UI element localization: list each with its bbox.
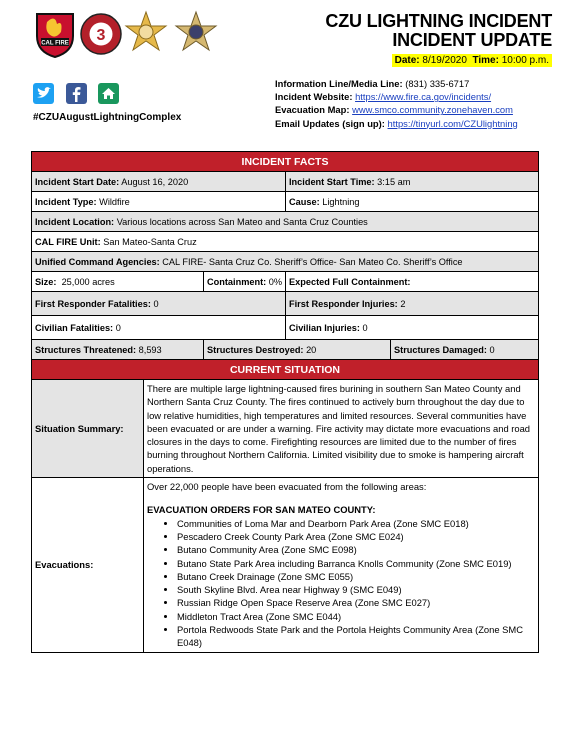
list-item: • Middleton Tract Area (Zone SMC E044) xyxy=(177,610,535,623)
facebook-icon[interactable] xyxy=(66,83,87,104)
fire-department-patch-logo xyxy=(80,10,122,58)
structures-damaged-cell xyxy=(391,340,539,360)
san-mateo-sheriff-star-logo xyxy=(123,10,169,58)
list-item: • Pescadero Creek County Park Area (Zone SMC E024) xyxy=(177,530,535,543)
destroyed-label: Structures Destroyed: xyxy=(207,344,304,355)
title-block xyxy=(325,12,552,68)
evac-orders-list xyxy=(147,517,535,650)
containment-value: 0% xyxy=(268,276,283,287)
responder-injuries-label: First Responder Injuries: xyxy=(289,298,398,309)
website-line xyxy=(275,90,518,103)
agencies-value: CAL FIRE- Santa Cruz Co. Sheriff’s Office- San Mateo Co. Sheriff’s Office xyxy=(162,256,463,267)
current-situation-heading: CURRENT SITUATION xyxy=(32,360,539,380)
evac-map-label: Evacuation Map: xyxy=(275,104,350,116)
email-line xyxy=(275,117,518,130)
civilian-fatalities-label: Civilian Fatalities: xyxy=(35,322,114,333)
unit-cell xyxy=(32,232,539,252)
damaged-value: 0 xyxy=(489,344,495,355)
cause-value: Lightning xyxy=(322,196,360,207)
agencies-cell xyxy=(32,252,539,272)
civilian-injuries-value: 0 xyxy=(362,322,368,333)
responder-fatalities-cell xyxy=(32,292,286,316)
info-line xyxy=(275,77,518,90)
civilian-fatalities-value: 0 xyxy=(115,322,121,333)
containment-label: Containment: xyxy=(207,276,267,287)
destroyed-value: 20 xyxy=(306,344,317,355)
start-date-label: Incident Start Date: xyxy=(35,176,120,187)
info-line-label: Information Line/Media Line: xyxy=(275,78,403,89)
email-signup-link[interactable]: https://tinyurl.com/CZUlightning xyxy=(387,117,518,129)
location-label: Incident Location: xyxy=(35,216,115,227)
list-item: • Communities of Loma Mar and Dearborn Park Area (Zone SMC E018) xyxy=(177,517,535,530)
evacuations-body xyxy=(144,478,539,653)
info-line-value: (831) 335-6717 xyxy=(405,78,470,89)
start-time-value: 3:15 am xyxy=(377,176,411,187)
email-label: Email Updates (sign up): xyxy=(275,117,385,129)
full-containment-label: Expected Full Containment: xyxy=(289,276,411,287)
incident-type-cell xyxy=(32,192,286,212)
website-link[interactable]: https://www.fire.ca.gov/incidents/ xyxy=(355,91,492,103)
threatened-label: Structures Threatened: xyxy=(35,344,137,355)
start-date-cell xyxy=(32,172,286,192)
time-value: 10:00 p.m. xyxy=(501,55,549,66)
responder-fatalities-value: 0 xyxy=(153,298,159,309)
size-cell xyxy=(32,272,204,292)
incident-subtitle: INCIDENT UPDATE xyxy=(392,30,552,50)
situation-summary-label: Situation Summary: xyxy=(32,380,144,478)
incident-facts-heading: INCIDENT FACTS xyxy=(32,152,539,172)
unit-value: San Mateo-Santa Cruz xyxy=(103,236,197,247)
location-value: Various locations across San Mateo and Santa Cruz Counties xyxy=(116,216,368,227)
type-label: Incident Type: xyxy=(35,196,97,207)
cause-cell xyxy=(286,192,539,212)
website-label: Incident Website: xyxy=(275,91,353,103)
situation-summary-text: There are multiple large lightning-caused fires burining in southern San Mateo County and Northern Santa Cruz County. The fires continued to actively burn throughout the day due to low relative humidities, high temperatures and limited resources. Several communities have been evacuated or are under a warning. Fire activity may dictate more evacuations and road closures in the days to come. Firefighting resources are limited due to the number of fires burning throughout Northern California. Limited visibility due to smoke is hampering aircraft operations. xyxy=(144,380,539,478)
date-value: 8/19/2020 xyxy=(422,55,467,66)
structures-threatened-cell xyxy=(32,340,204,360)
list-item: • Butano Creek Drainage (Zone SMC E055) xyxy=(177,570,535,583)
damaged-label: Structures Damaged: xyxy=(394,344,487,355)
location-cell xyxy=(32,212,539,232)
full-containment-cell xyxy=(286,272,539,292)
civilian-injuries-cell xyxy=(286,316,539,340)
list-item: • Russian Ridge Open Space Reserve Area (Zone SMC E027) xyxy=(177,596,535,609)
twitter-icon[interactable] xyxy=(33,83,54,104)
evacuations-label: Evacuations: xyxy=(32,478,144,653)
evac-orders-heading: EVACUATION ORDERS FOR SAN MATEO COUNTY: xyxy=(147,504,376,516)
size-value: 25,000 acres xyxy=(61,276,115,287)
cause-label: Cause: xyxy=(289,196,320,207)
responder-injuries-cell xyxy=(286,292,539,316)
evac-map-link[interactable]: www.smco.community.zonehaven.com xyxy=(352,104,513,116)
containment-cell xyxy=(204,272,286,292)
structures-destroyed-cell xyxy=(204,340,391,360)
list-item: • Butano State Park Area including Barranca Knolls Community (Zone SMC E019) xyxy=(177,557,535,570)
type-value: Wildfire xyxy=(99,196,130,207)
civilian-fatalities-cell xyxy=(32,316,286,340)
list-item: • Butano Community Area (Zone SMC E098) xyxy=(177,543,535,556)
svg-text:CAL FIRE: CAL FIRE xyxy=(41,40,69,47)
contact-info xyxy=(275,77,518,130)
incident-table xyxy=(31,151,539,653)
incident-title: CZU LIGHTNING INCIDENT xyxy=(325,11,552,31)
evac-intro: Over 22,000 people have been evacuated from the following areas: xyxy=(147,481,427,493)
time-label: Time: xyxy=(472,55,499,66)
santa-cruz-sheriff-star-logo xyxy=(173,10,219,58)
start-time-label: Incident Start Time: xyxy=(289,176,375,187)
size-label: Size: xyxy=(35,276,57,287)
list-item: • Portola Redwoods State Park and the Portola Heights Community Area (Zone SMC E048) xyxy=(177,623,535,650)
unit-label: CAL FIRE Unit: xyxy=(35,236,101,247)
agencies-label: Unified Command Agencies: xyxy=(35,256,160,267)
date-time-line xyxy=(392,54,552,67)
list-item: • South Skyline Blvd. Area near Highway 9 (SMC E049) xyxy=(177,583,535,596)
svg-text:3: 3 xyxy=(96,27,106,44)
hashtag: #CZUAugustLightningComplex xyxy=(33,112,182,123)
responder-injuries-value: 2 xyxy=(400,298,406,309)
threatened-value: 8,593 xyxy=(138,344,162,355)
start-time-cell xyxy=(286,172,539,192)
date-label: Date: xyxy=(394,55,420,66)
evac-map-line xyxy=(275,103,518,116)
start-date-value: August 16, 2020 xyxy=(121,176,189,187)
responder-fatalities-label: First Responder Fatalities: xyxy=(35,298,151,309)
cal-fire-logo xyxy=(33,10,77,58)
civilian-injuries-label: Civilian Injuries: xyxy=(289,322,360,333)
nextdoor-icon[interactable] xyxy=(98,83,119,104)
